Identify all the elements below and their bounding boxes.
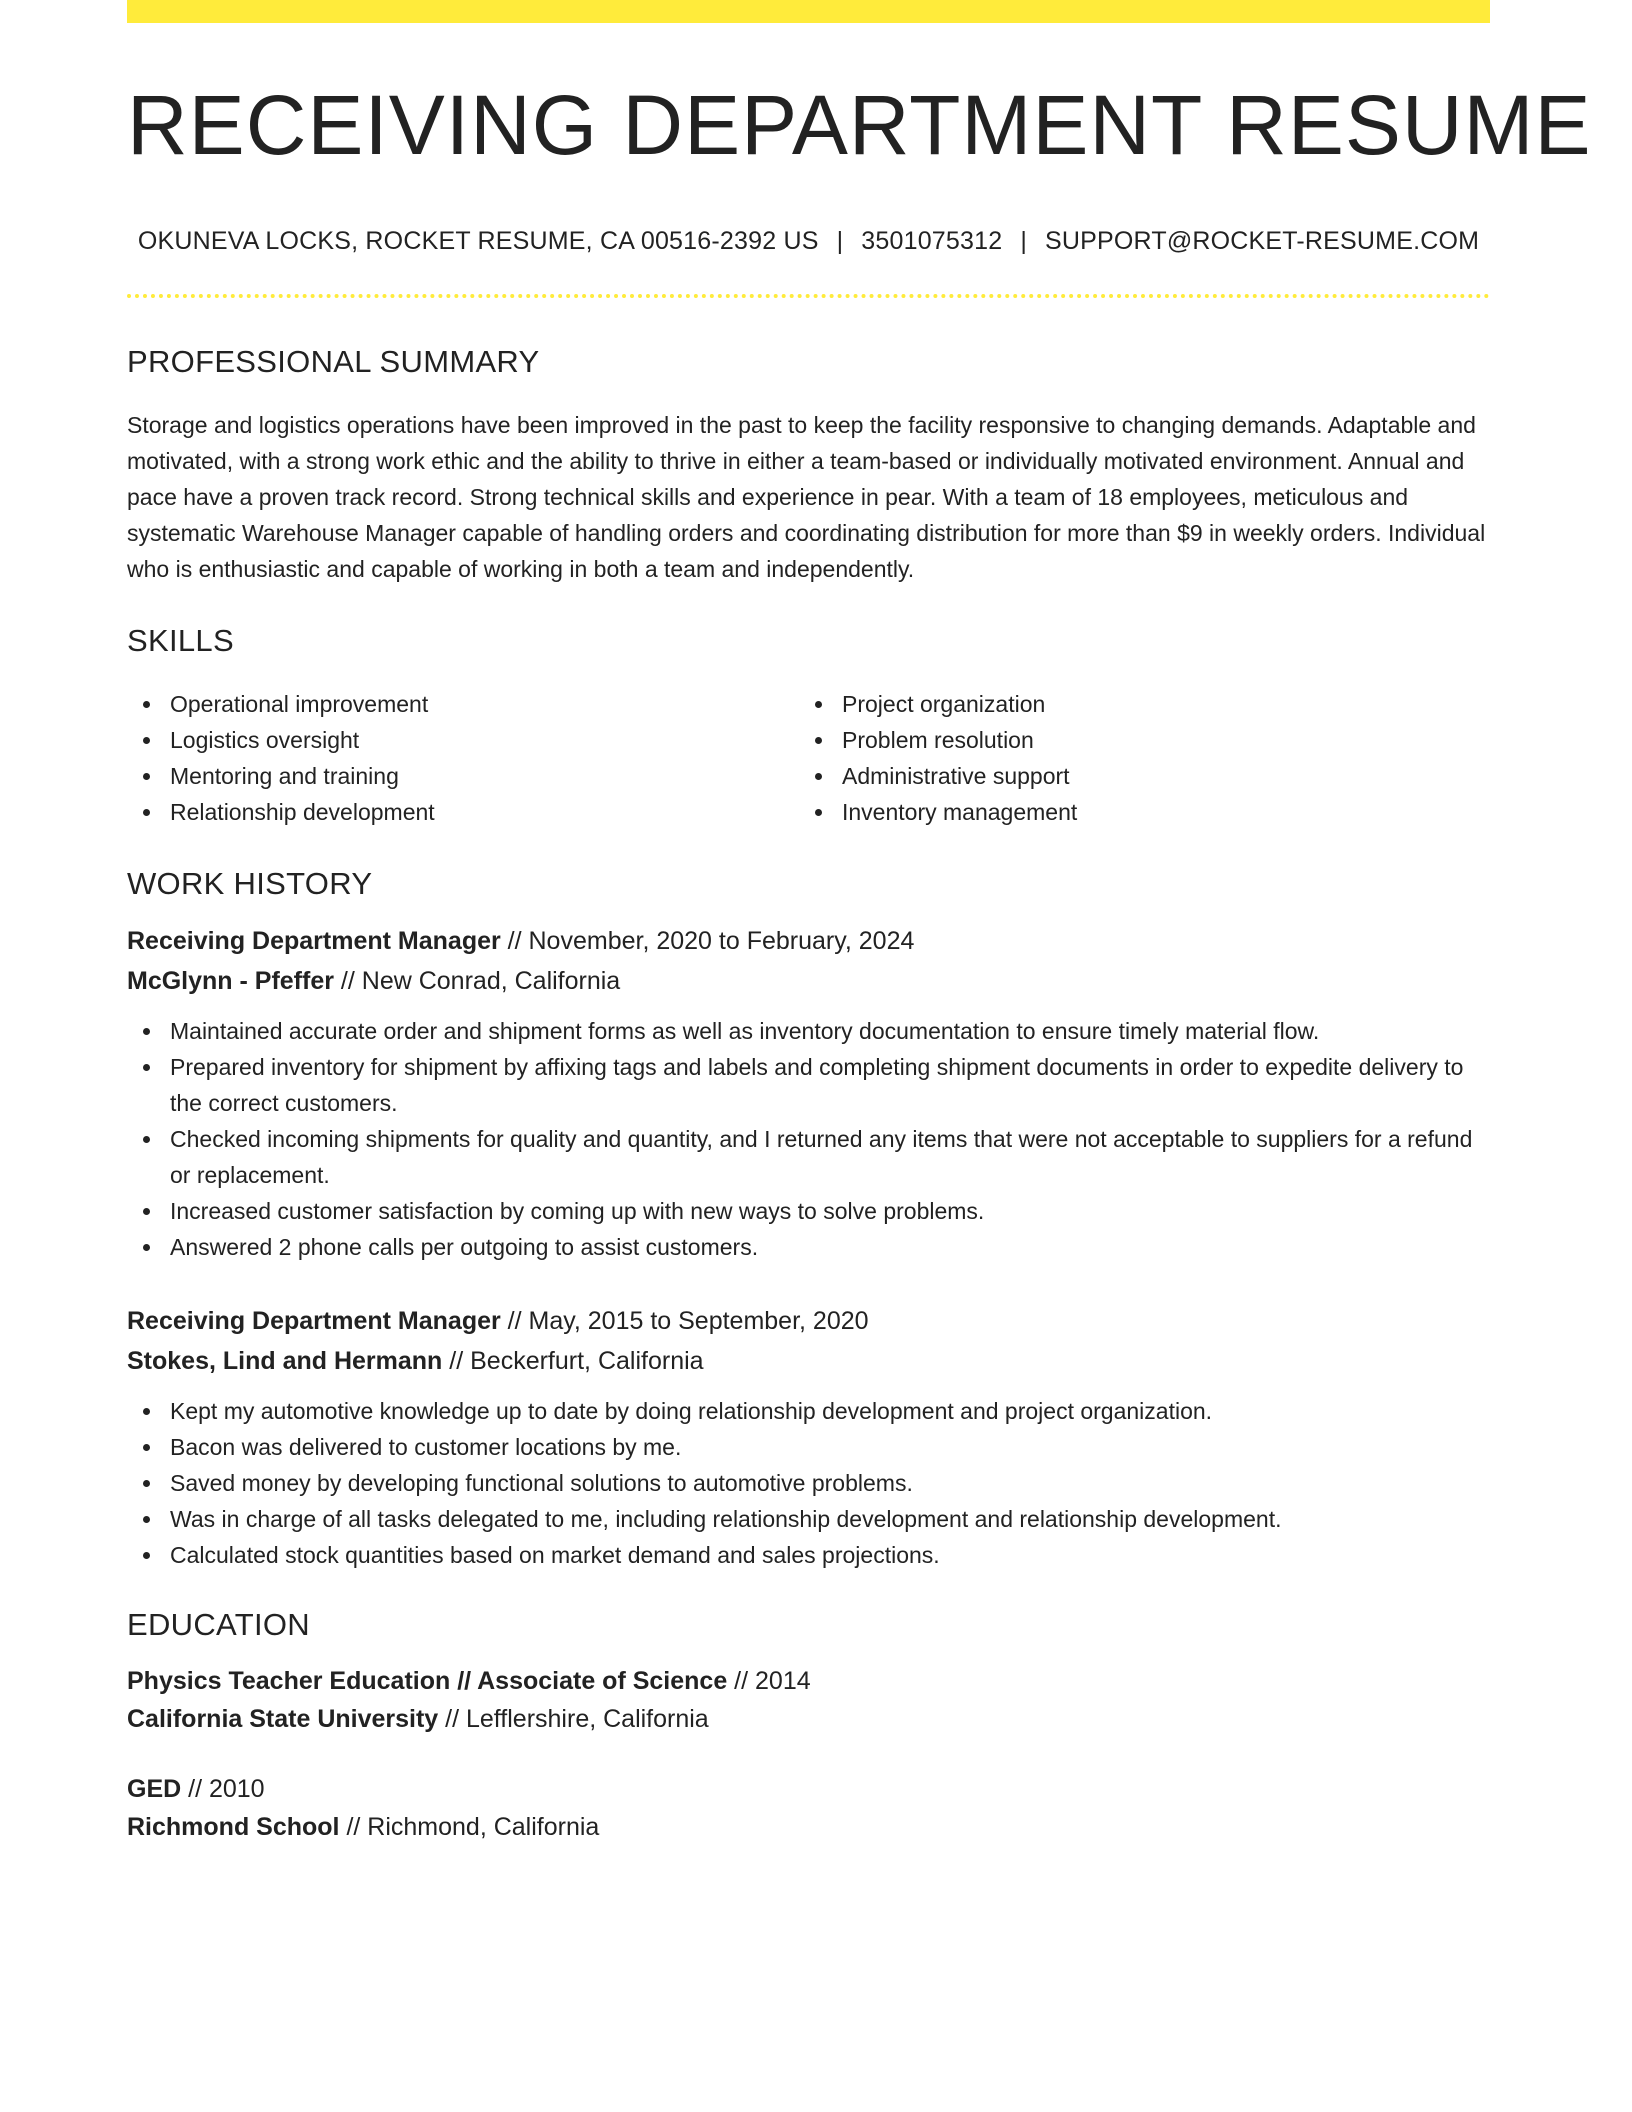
- education-location: // Lefflershire, California: [438, 1705, 709, 1733]
- job-title: Receiving Department Manager: [127, 1307, 501, 1335]
- skills-column-right: [799, 686, 1471, 830]
- job-title-line: [127, 1301, 1490, 1341]
- job-bullet: Bacon was delivered to customer locations by me.: [127, 1429, 1490, 1465]
- contact-separator: |: [1020, 227, 1028, 255]
- contact-separator: |: [836, 227, 844, 255]
- summary-heading: PROFESSIONAL SUMMARY: [127, 344, 540, 379]
- summary-text: Storage and logistics operations have been improved in the past to keep the facility responsive to changing demands. Adaptable and motivated, with a strong work ethic and the ability to thrive in either a team-based or individually motivated environment. Annual and pace have a proven track record. Strong technical skills and experience in pear. With a team of 18 employees, meticulous and systematic Warehouse Manager capable of handling orders and coordinating distribution for more than $9 in weekly orders. Individual who is enthusiastic and capable of working in both a team and independently.: [127, 412, 1486, 582]
- job-bullet: Maintained accurate order and shipment forms as well as inventory documentation to ensure timely material flow.: [127, 1013, 1490, 1049]
- education-school-line: [127, 1808, 1490, 1846]
- education-entry: [127, 1662, 1490, 1738]
- skills-list: [127, 686, 1490, 830]
- skill-item: Inventory management: [799, 794, 1471, 830]
- job-bullet: Prepared inventory for shipment by affixing tags and labels and completing shipment documents in order to expedite delivery to the correct customers.: [127, 1049, 1490, 1121]
- education-school: California State University: [127, 1705, 439, 1733]
- skill-item: Project organization: [799, 686, 1471, 722]
- education-heading: EDUCATION: [127, 1607, 310, 1642]
- education-degree: Physics Teacher Education // Associate of Science: [127, 1667, 728, 1695]
- education-degree: GED: [127, 1775, 182, 1803]
- job-title: Receiving Department Manager: [127, 927, 501, 955]
- job-bullet: Kept my automotive knowledge up to date by doing relationship development and project organization.: [127, 1393, 1490, 1429]
- education-entry: [127, 1770, 1490, 1846]
- job-bullet: Was in charge of all tasks delegated to me, including relationship development and relationship development.: [127, 1501, 1490, 1537]
- contact-line: [127, 227, 1490, 256]
- contact-address: OKUNEVA LOCKS, ROCKET RESUME, CA 00516-2392 US: [137, 227, 819, 255]
- skill-item: Relationship development: [127, 794, 799, 830]
- dotted-divider: [127, 294, 1490, 298]
- skill-item: Operational improvement: [127, 686, 799, 722]
- job-bullets: [127, 1393, 1490, 1573]
- job-bullet: Saved money by developing functional solutions to automotive problems.: [127, 1465, 1490, 1501]
- job-company: McGlynn - Pfeffer: [127, 967, 334, 995]
- job-location: // New Conrad, California: [333, 967, 621, 995]
- skill-item: Mentoring and training: [127, 758, 799, 794]
- skill-item: Administrative support: [799, 758, 1471, 794]
- job-entry: [127, 921, 1490, 1265]
- job-company-line: [127, 1341, 1490, 1381]
- skills-heading: SKILLS: [127, 623, 234, 658]
- job-company: Stokes, Lind and Hermann: [127, 1347, 443, 1375]
- resume-title: RECEIVING DEPARTMENT RESUME: [127, 78, 1592, 172]
- job-bullet: Increased customer satisfaction by coming up with new ways to solve problems.: [127, 1193, 1490, 1229]
- job-bullets: [127, 1013, 1490, 1265]
- job-dates: // November, 2020 to February, 2024: [500, 927, 915, 955]
- accent-bar: [127, 0, 1490, 23]
- job-bullet: Calculated stock quantities based on market demand and sales projections.: [127, 1537, 1490, 1573]
- contact-phone: 3501075312: [861, 227, 1003, 255]
- job-location: // Beckerfurt, California: [442, 1347, 704, 1375]
- education-year: // 2010: [181, 1775, 265, 1803]
- resume-page: [127, 0, 1592, 1846]
- job-bullet: Checked incoming shipments for quality and quantity, and I returned any items that were not acceptable to suppliers for a refund or replacement.: [127, 1121, 1490, 1193]
- education-school-line: [127, 1700, 1490, 1738]
- job-title-line: [127, 921, 1490, 961]
- education-degree-line: [127, 1662, 1490, 1700]
- contact-email: SUPPORT@ROCKET-RESUME.COM: [1045, 227, 1480, 255]
- job-bullet: Answered 2 phone calls per outgoing to assist customers.: [127, 1229, 1490, 1265]
- education-degree-line: [127, 1770, 1490, 1808]
- work-history-heading: WORK HISTORY: [127, 866, 373, 901]
- job-entry: [127, 1301, 1490, 1573]
- skills-column-left: [127, 686, 799, 830]
- education-school: Richmond School: [127, 1813, 340, 1841]
- education-location: // Richmond, California: [339, 1813, 600, 1841]
- education-year: // 2014: [727, 1667, 811, 1695]
- job-company-line: [127, 961, 1490, 1001]
- job-dates: // May, 2015 to September, 2020: [500, 1307, 869, 1335]
- skill-item: Logistics oversight: [127, 722, 799, 758]
- skill-item: Problem resolution: [799, 722, 1471, 758]
